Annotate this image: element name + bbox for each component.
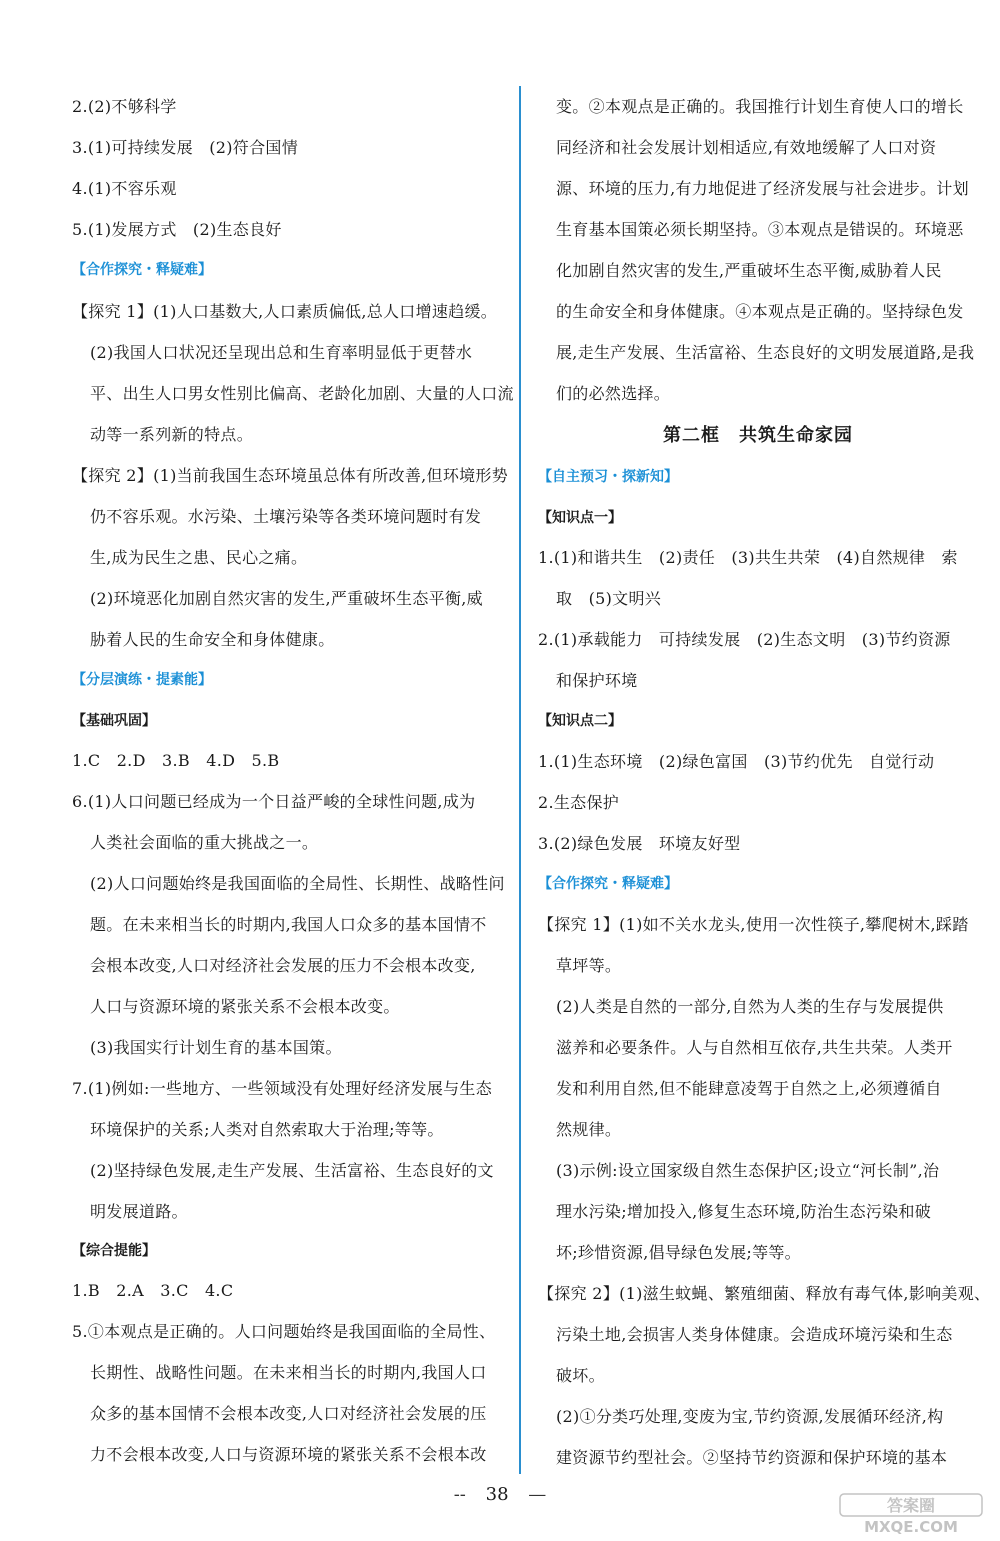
- answer-line: (2)人类是自然的一部分,自然为人类的生存与发展提供: [556, 997, 944, 1016]
- answer-line: 仍不容乐观。水污染、土壤污染等各类环境问题时有发: [90, 507, 482, 526]
- page-number: 38: [485, 1484, 509, 1505]
- answer-line: (2)人口问题始终是我国面临的全局性、长期性、战略性问: [90, 874, 505, 893]
- subsection-heading: 【知识点一】: [538, 510, 622, 526]
- answer-line: 们的必然选择。: [556, 384, 671, 403]
- answer-line: 坏;珍惜资源,倡导绿色发展;等等。: [556, 1243, 801, 1262]
- page-dash-left: --: [453, 1484, 466, 1505]
- section-heading: 【分层演练・提素能】: [72, 672, 212, 688]
- answer-line: 和保护环境: [556, 671, 638, 690]
- answer-line: (3)示例:设立国家级自然生态保护区;设立“河长制”,治: [556, 1161, 940, 1180]
- answer-line: 展,走生产发展、生活富裕、生态良好的文明发展道路,是我: [556, 343, 975, 362]
- answer-line: 人类社会面临的重大挑战之一。: [90, 833, 319, 852]
- answer-line: 破坏。: [556, 1366, 605, 1385]
- answer-line: 4.(1)不容乐观: [72, 179, 177, 198]
- answer-line: 题。在未来相当长的时期内,我国人口众多的基本国情不: [90, 915, 487, 934]
- answer-line: 然规律。: [556, 1120, 622, 1139]
- page-dash-right: —: [528, 1484, 547, 1505]
- answer-line: 1.(1)生态环境 (2)绿色富国 (3)节约优先 自觉行动: [538, 752, 935, 771]
- answer-line: 力不会根本改变,人口与资源环境的紧张关系不会根本改: [90, 1445, 487, 1464]
- answer-line: 【探究 2】(1)当前我国生态环境虽总体有所改善,但环境形势: [72, 466, 509, 485]
- column-divider: [519, 86, 521, 1474]
- section-heading: 【自主预习・探新知】: [538, 469, 678, 485]
- answer-line: 2.(1)承载能力 可持续发展 (2)生态文明 (3)节约资源: [538, 630, 951, 649]
- answer-line: 1.B 2.A 3.C 4.C: [72, 1281, 234, 1300]
- answer-line: 取 (5)文明兴: [556, 589, 662, 608]
- answer-line: 5.①本观点是正确的。人口问题始终是我国面临的全局性、: [72, 1322, 496, 1341]
- answer-line: 生育基本国策必须长期坚持。③本观点是错误的。环境恶: [556, 220, 964, 239]
- subsection-heading: 【知识点二】: [538, 713, 622, 729]
- answer-line: (2)环境恶化加剧自然灾害的发生,严重破坏生态平衡,威: [90, 589, 483, 608]
- section-heading: 【合作探究・释疑难】: [72, 262, 212, 278]
- answer-line: 源、环境的压力,有力地促进了经济发展与社会进步。计划: [556, 179, 969, 198]
- answer-line: 5.(1)发展方式 (2)生态良好: [72, 220, 282, 239]
- answer-line: 众多的基本国情不会根本改变,人口对经济社会发展的压: [90, 1404, 487, 1423]
- subsection-heading: 【综合提能】: [72, 1243, 156, 1259]
- lesson-title: 第二框 共筑生命家园: [663, 425, 853, 446]
- answer-line: 建资源节约型社会。②坚持节约资源和保护环境的基本: [556, 1448, 948, 1467]
- answer-line: 发和利用自然,但不能肆意凌驾于自然之上,必须遵循自: [556, 1079, 942, 1098]
- answer-line: 1.C 2.D 3.B 4.D 5.B: [72, 751, 280, 770]
- answer-line: 化加剧自然灾害的发生,严重破坏生态平衡,威胁着人民: [556, 261, 942, 280]
- answer-line: 3.(1)可持续发展 (2)符合国情: [72, 138, 298, 157]
- answer-line: 生,成为民生之患、民心之痛。: [90, 548, 308, 567]
- answer-line: 6.(1)人口问题已经成为一个日益严峻的全球性问题,成为: [72, 792, 476, 811]
- answer-line: (3)我国实行计划生育的基本国策。: [90, 1038, 342, 1057]
- svg-text:答案圈: 答案圈: [886, 1496, 936, 1515]
- answer-line: 【探究 1】(1)如不关水龙头,使用一次性筷子,攀爬树木,踩踏: [538, 915, 969, 934]
- watermark-logo-icon: [836, 1492, 986, 1536]
- section-heading: 【合作探究・释疑难】: [538, 876, 678, 892]
- answer-line: 2.生态保护: [538, 793, 620, 812]
- answer-line: (2)①分类巧处理,变废为宝,节约资源,发展循环经济,构: [556, 1407, 944, 1426]
- answer-line: 3.(2)绿色发展 环境友好型: [538, 834, 741, 853]
- answer-line: 会根本改变,人口对经济社会发展的压力不会根本改变,: [90, 956, 476, 975]
- answer-line: 人口与资源环境的紧张关系不会根本改变。: [90, 997, 400, 1016]
- answer-line: 明发展道路。: [90, 1202, 188, 1221]
- answer-line: 长期性、战略性问题。在未来相当长的时期内,我国人口: [90, 1363, 487, 1382]
- answer-line: 理水污染;增加投入,修复生态环境,防治生态污染和破: [556, 1202, 932, 1221]
- answer-line: 1.(1)和谐共生 (2)责任 (3)共生共荣 (4)自然规律 索: [538, 548, 958, 567]
- answer-line: 变。②本观点是正确的。我国推行计划生育使人口的增长: [556, 97, 964, 116]
- answer-line: 的生命安全和身体健康。④本观点是正确的。坚持绿色发: [556, 302, 964, 321]
- answer-line: 胁着人民的生命安全和身体健康。: [90, 630, 335, 649]
- answer-line: 草坪等。: [556, 956, 622, 975]
- answer-line: (2)坚持绿色发展,走生产发展、生活富裕、生态良好的文: [90, 1161, 494, 1180]
- answer-line: 动等一系列新的特点。: [90, 425, 254, 444]
- answer-line: 7.(1)例如:一些地方、一些领域没有处理好经济发展与生态: [72, 1079, 493, 1098]
- answer-line: 【探究 2】(1)滋生蚊蝇、繁殖细菌、释放有毒气体,影响美观、: [538, 1284, 991, 1303]
- answer-line: 环境保护的关系;人类对自然索取大于治理;等等。: [90, 1120, 444, 1139]
- watermark-logo: [836, 1492, 986, 1536]
- answer-line: 同经济和社会发展计划相适应,有效地缓解了人口对资: [556, 138, 937, 157]
- answer-line: (2)我国人口状况还呈现出总和生育率明显低于更替水: [90, 343, 473, 362]
- answer-line: 2.(2)不够科学: [72, 97, 177, 116]
- answer-line: 污染土地,会损害人类身体健康。会造成环境污染和生态: [556, 1325, 953, 1344]
- answer-line: 【探究 1】(1)人口基数大,人口素质偏低,总人口增速趋缓。: [72, 302, 498, 321]
- answer-line: 滋养和必要条件。人与自然相互依存,共生共荣。人类开: [556, 1038, 953, 1057]
- svg-text:MXQE.COM: MXQE.COM: [864, 1518, 958, 1536]
- answer-line: 平、出生人口男女性别比偏高、老龄化加剧、大量的人口流: [90, 384, 514, 403]
- subsection-heading: 【基础巩固】: [72, 713, 156, 729]
